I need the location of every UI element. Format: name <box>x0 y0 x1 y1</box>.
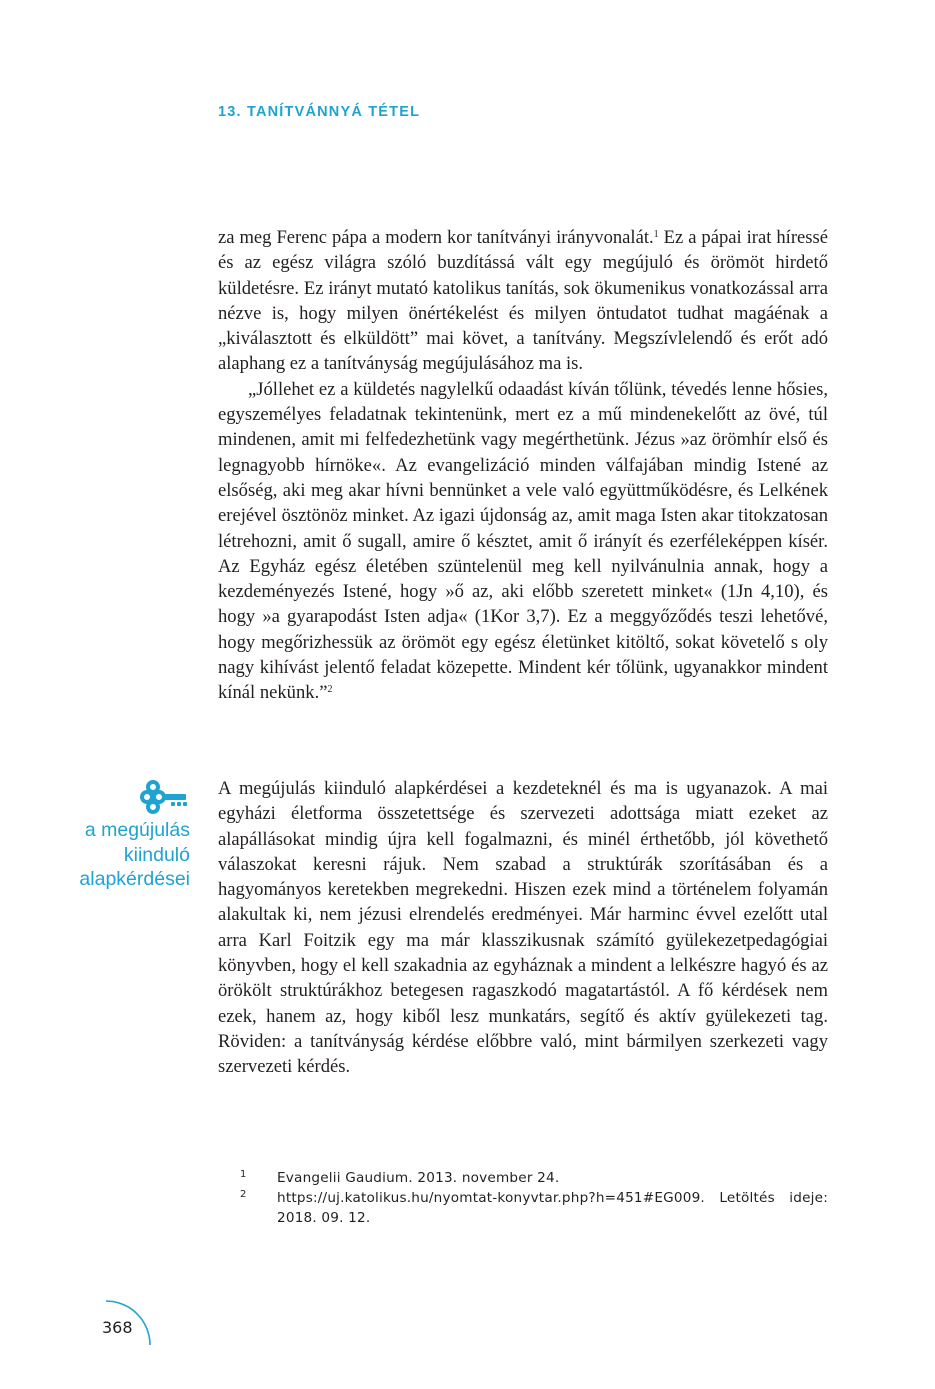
paragraph-renewal: A megújulás kiinduló alapkérdései a kezdeteknél és ma is ugyanazok. A mai egyházi életforma összetettsége és szervezeti adottsága miatt ezeket az alapállásokat mindig újra kell fogalmazni, és minél érthetőbb, jól követhető válaszokat keresni rájuk. Nem szabad a struktúrák szorításában és a hagyományos keretekben megrekedni. Hiszen ezek mind a történelem folyamán alakultak ki, nem jézusi elrendelés eredményei. Már harminc évvel ezelőtt utal arra Karl Foitzik egy ma már klasszikusnak számító gyülekezetpedagógiai könyvben, hogy el kell szakadnia az egyháznak a mindent a lelkészre hagyó és az örökölt struktúrákhoz betegesen ragaszkodó magatartástól. A fő kérdések nem ezek, hanem az, hogy kiből lesz munkatárs, segítő és aktív gyülekezeti tag. Röviden: a tanítványság kérdése előbbre való, mint bármilyen szerkezeti vagy szervezeti kérdés. <box>218 778 828 1078</box>
footnote-number: 1 <box>240 1169 247 1180</box>
paragraph-intro <box>218 225 828 377</box>
margin-note <box>40 780 190 892</box>
quotation-text: „Jóllehet ez a küldetés nagylelkű odaadást kíván tőlünk, tévedés lenne hősies, egyszemélyes feladatnak tekintenünk, mert ez a mű mindenekelőtt az övé, túl mindenen, amit mi felfedezhetünk vagy megérthetünk. Jézus »az örömhír első és legnagyobb hírnöke«. Az evangelizáció minden válfajában mindig Istené az elsőség, aki meg akar hívni bennünket a vele való együttműködésre, és Lelkének erejével ösztönöz minket. Az igazi újdonság az, amit maga Isten akar titokzatosan létrehozni, amit ő sugall, amire ő késztet, amit ő irányít és ezerféleképpen kísér. Az Egyház egész életében szüntelenül meg kell nyilvánulnia annak, hogy a kezdeményezés Istené, hogy »ő az, aki előbb szeretett minket« (1Jn 4,10), és hogy »a gyarapodást Isten adja« (1Kor 3,7). Ez a meggyőződés teszi lehetővé, hogy megőrizhessük az örömöt egy egész életünket kitöltő, sokat követelő s oly nagy kihívást jelentő feladat közepette. Mindent kér tőlünk, ugyanakkor mindent kínál nekünk.” <box>218 378 828 704</box>
main-text-upper <box>218 225 828 706</box>
key-icon <box>140 780 190 814</box>
footnote-2 <box>240 1188 828 1228</box>
footnote-1 <box>240 1168 828 1188</box>
quotation <box>218 377 828 706</box>
margin-note-line: a megújulás <box>84 819 190 841</box>
footnote-text: Evangelii Gaudium. 2013. november 24. <box>277 1170 560 1186</box>
footnote-ref-1[interactable]: 1 <box>653 229 659 240</box>
margin-note-label <box>40 818 190 892</box>
margin-note-line: alapkérdései <box>79 868 190 890</box>
footnote-number: 2 <box>240 1189 247 1200</box>
footnotes <box>240 1168 828 1228</box>
margin-note-line: kiinduló <box>123 843 190 866</box>
footnote-text[interactable]: https://uj.katolikus.hu/nyomtat-konyvtar.php?h=451#EG009. Letöltés ideje: 2018. 09. 12. <box>277 1190 828 1226</box>
footnote-ref-2[interactable]: 2 <box>327 684 333 696</box>
paragraph-intro-text: za meg Ferenc pápa a modern kor tanítványi irányvonalát. <box>218 227 654 248</box>
main-text-lower <box>218 776 828 1080</box>
paragraph-intro-continuation: Ez a pápai irat híressé és az egész világra szóló buzdítássá vált egy megújuló és örömöt hirdető küldetésre. Ez irányt mutató katolikus tanítás, sok ökumenikus vonatkozással arra nézve is, hogy milyen önértékelést és milyen öntudatot tudhat magáénak a „kiválasztott és elküldött” mai követ, a tanítvány. Megszívlelendő és erőt adó alaphang ez a tanítványság megújulásához ma is. <box>218 227 829 375</box>
running-title: 13. TANÍTVÁNNYÁ TÉTEL <box>218 104 421 120</box>
page-number: 368 <box>102 1318 133 1337</box>
